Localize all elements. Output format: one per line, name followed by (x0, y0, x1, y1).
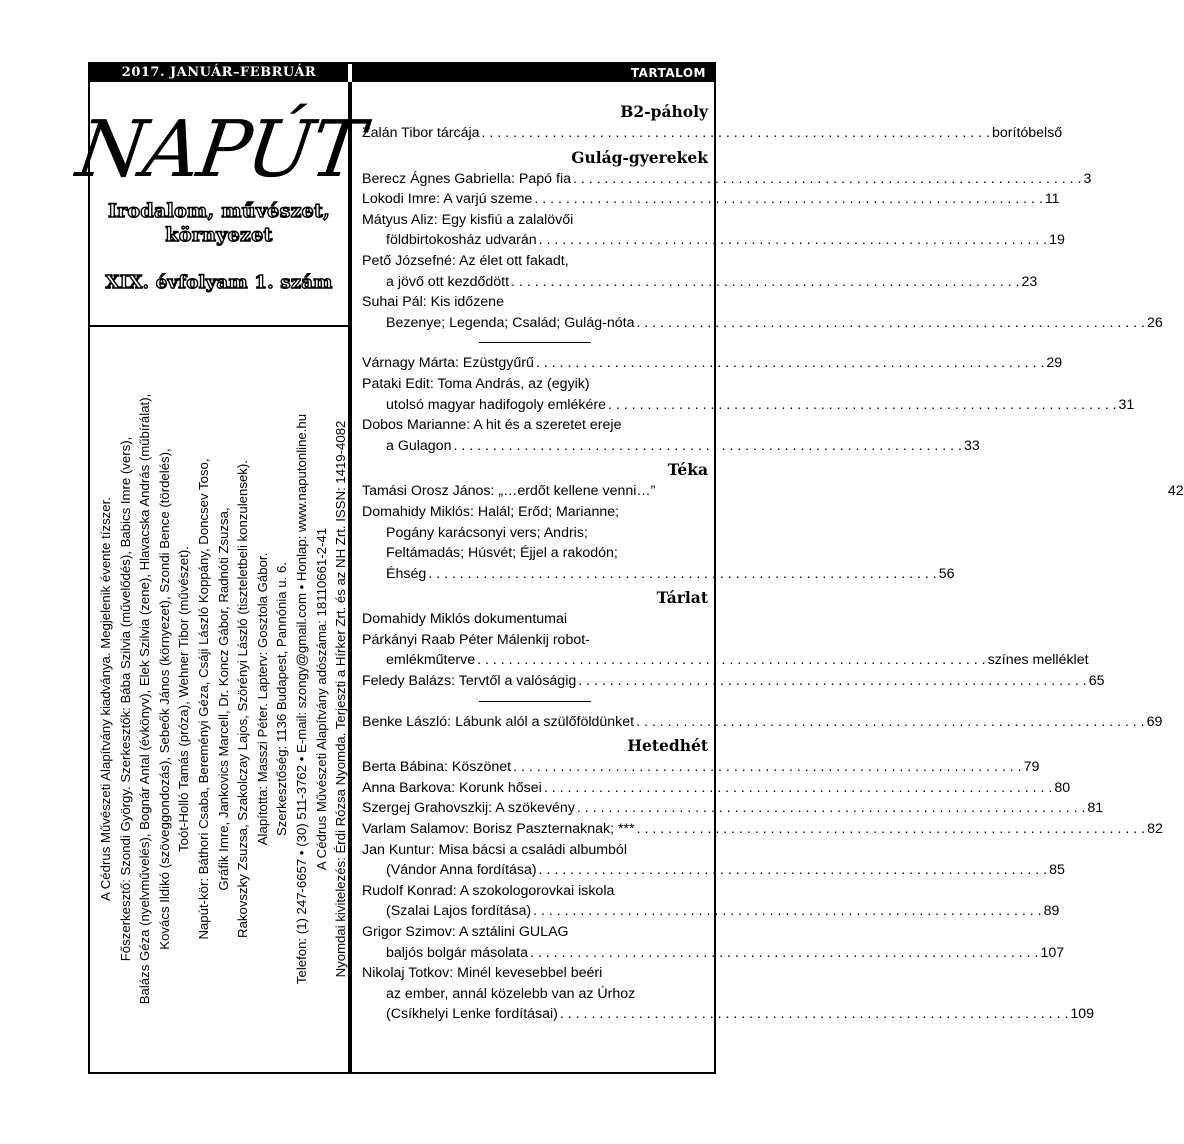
issue-date-header: 2017. JANUÁR–FEBRUÁR (90, 64, 348, 82)
imprint-line: A Cédrus Művészeti Alapítvány kiadványa. Megjelenik évente tízszer. (98, 497, 113, 901)
toc-entry: Feledy Balázs: Tervtől a valóságig . . . 65 (362, 671, 708, 692)
toc-entry-line: Nikolaj Totkov: Minél kevesebbel beéri (362, 965, 603, 982)
toc-entry: Berecz Ágnes Gabriella: Papó fia . . . 3 (362, 169, 708, 190)
imprint-line: Napút-kör: Báthori Csaba, Bereményi Géza, Csáji László Koppány, Doncsev Toso, (195, 458, 211, 940)
toc-entry: Várnagy Márta: Ezüstgyűrű . . . 29 (362, 353, 708, 374)
imprint-line: Gráfik Imre, Jankovics Marcell, Dr. Koncz Gábor, Radnóti Zsuzsa, (215, 507, 231, 891)
toc-entry: Benke László: Lábunk alól a szülőföldünket . . . 69 (362, 712, 708, 733)
toc-entry: utolsó magyar hadifogoly emlékére . . . 31 (362, 395, 708, 416)
svg-text:NAPÚT: NAPÚT (71, 104, 368, 195)
imprint-line: Toót-Holló Tamás (próza), Wehner Tibor (művészet). (176, 546, 192, 852)
toc-entry: (Szalai Lajos fordítása) . . . 89 (362, 901, 708, 922)
toc-entry: Lokodi Imre: A varjú szeme . . . 11 (362, 189, 708, 210)
toc-entry-line: Feltámadás; Húsvét; Éjjel a rakodón; (386, 545, 618, 562)
toc-entry-line: Dobos Marianne: A hit és a szeretet ereje (362, 417, 622, 434)
toc-entry-line: Mátyus Aliz: Egy kisfiú a zalalövői (362, 211, 574, 228)
toc-entry-line: Domahidy Miklós: Halál; Erőd; Marianne; (362, 503, 620, 520)
toc-entry-line: Suhai Pál: Kis időzene (362, 294, 504, 311)
section-heading: Téka (667, 460, 708, 480)
tagline-line-1: Irodalom, művészet, (107, 200, 331, 222)
volume-number: XIX. évfolyam 1. szám (105, 272, 333, 293)
toc-entry: földbirtokosház udvarán . . . 19 (362, 230, 708, 251)
section-heading: Hetedhét (627, 736, 708, 756)
toc-entry-line: Pataki Edit: Toma András, az (egyik) (362, 375, 590, 392)
imprint-line: Balázs Géza (nyelvművelés), Bognár Antal (évkönyv), Elek Szilvia (zene), Hlavacska András (műbírálat), (137, 393, 153, 1005)
toc-entry-line: Párkányi Raab Péter Málenkij robot- (362, 631, 590, 648)
imprint-line: Nyomdai kivitelezés: Érdi Rózsa Nyomda. Terjeszti a Hírker Zrt. és az NH Zrt. ISSN: 1419-4082 (333, 420, 349, 978)
toc-entry-line: Pető Józsefné: Az élet ott fakadt, (362, 252, 569, 269)
toc-entry: emlékműterve . . . színes melléklet (362, 650, 708, 671)
toc-entry-line: Domahidy Miklós dokumentumai (362, 611, 568, 628)
toc-entry-line: Rudolf Konrad: A szokologorovkai iskola (362, 882, 615, 899)
magazine-page (71, 62, 1184, 1074)
imprint-line: A Cédrus Művészeti Alapítvány adószáma: 18110661-2-41 (313, 527, 329, 871)
toc-entry-line: Pogány karácsonyi vers; Andris; (386, 524, 588, 541)
toc-entry-line: Grigor Szimov: A sztálini GULAG (362, 924, 569, 940)
toc-entry: a jövő ott kezdődött . . . 23 (362, 272, 708, 293)
imprint-line: Főszerkesztő: Szondi György. Szerkesztők: Bába Szilvia (művelődés), Babics Imre (vers), (117, 436, 133, 962)
toc-entry: (Csíkhelyi Lenke fordításai) . . . 109 (362, 1004, 708, 1025)
imprint-line: Rakovszky Zsuzsa, Szakolczay Lajos, Szörényi László (tiszteletbeli konzulensek). (235, 460, 251, 938)
naput-logo (71, 90, 368, 195)
imprint-line: Telefon: (1) 247-6657 • (30) 511-3762 • E-mail: szongy@gmail.com • Honlap: www.naputonline.hu (293, 413, 309, 985)
toc-entry: Varlam Salamov: Borisz Paszternaknak; *** . . . 82 (362, 819, 708, 840)
toc-entry: baljós bolgár másolata . . . 107 (362, 943, 708, 964)
toc-entry-line: Jan Kuntur: Misa bácsi a családi albumból (362, 841, 627, 858)
section-heading: Gulág-gyerekek (571, 147, 708, 167)
separator-rule (479, 342, 591, 343)
toc-entry: Anna Barkova: Korunk hősei . . . 80 (362, 778, 708, 799)
imprint-line: Szerkesztőség: 1136 Budapest, Pannónia u. 6. (274, 562, 290, 836)
section-heading: B2-páholy (620, 102, 708, 121)
contents-header: TARTALOM (352, 64, 714, 82)
toc-entry: Zalán Tibor tárcája . . . borítóbelső (362, 123, 708, 144)
toc-entry: Bezenye; Legenda; Család; Gulág-nóta . . . 26 (362, 313, 708, 334)
toc-entry: Éhség . . . 56 (362, 564, 708, 585)
table-of-contents (362, 98, 1184, 1025)
imprint-line: Alapította: Masszi Péter. Lapterv: Gosztola Gábor. (254, 552, 270, 846)
imprint-line: Kovács Ildikó (szöveggondozás), Sebeők János (környezet), Szondi Bence (tördelés), (156, 448, 172, 950)
toc-entry: a Gulagon . . . 33 (362, 436, 708, 457)
imprint-block (96, 334, 349, 1064)
tagline-line-2: környezet (165, 224, 273, 246)
masthead-divider (90, 325, 348, 327)
section-heading: Tárlat (656, 588, 708, 608)
toc-entry: (Vándor Anna fordítása) . . . 85 (362, 860, 708, 881)
toc-entry: Szergej Grahovszkij: A szökevény . . . 81 (362, 798, 708, 819)
separator-rule (479, 701, 591, 702)
toc-entry: Berta Bábina: Köszönet . . . 79 (362, 757, 708, 778)
toc-entry-line: az ember, annál közelebb van az Úrhoz (386, 985, 636, 1002)
toc-entry: Tamási Orosz János: „…erdőt kellene venni…” 42 (362, 483, 1184, 500)
